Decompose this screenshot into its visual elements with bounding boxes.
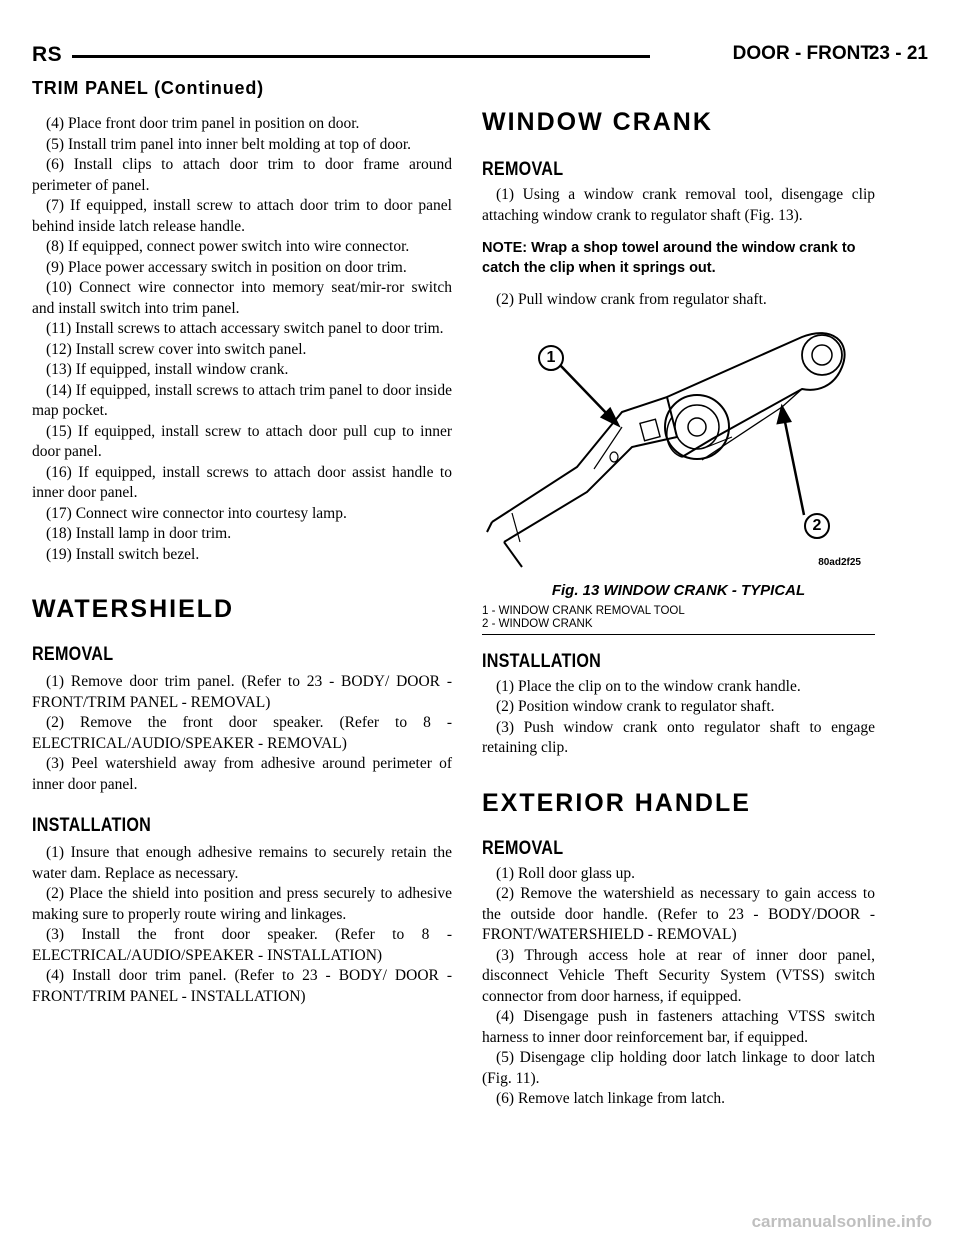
step: (2) Position window crank to regulator shaft. — [496, 698, 775, 715]
watermark: carmanualsonline.info — [751, 1212, 932, 1231]
step: (10) Connect wire connector into memory seat/mir-ror switch and install switch into trim panel. — [32, 279, 452, 317]
step: (1) Remove door trim panel. (Refer to 23 - BODY/ DOOR - FRONT/TRIM PANEL - REMOVAL) — [32, 673, 452, 711]
note: NOTE: Wrap a shop towel around the window crank to catch the clip when it springs out. — [482, 240, 856, 276]
step: (1) Insure that enough adhesive remains to securely retain the water dam. Replace as necessary. — [32, 844, 452, 882]
step: (1) Using a window crank removal tool, disengage clip attaching window crank to regulator shaft (Fig. 13). — [482, 186, 875, 224]
step: (11) Install screws to attach accessary switch panel to door trim. — [46, 320, 444, 337]
step: (15) If equipped, install screw to attach door pull cup to inner door panel. — [32, 422, 452, 460]
step: (13) If equipped, install window crank. — [46, 361, 289, 378]
header-rule — [72, 55, 650, 58]
section-title: DOOR - FRONT — [732, 43, 872, 64]
step: (6) Remove latch linkage from latch. — [496, 1090, 725, 1107]
watershield-removal-heading: REMOVAL — [32, 644, 114, 665]
right-column — [482, 108, 875, 1110]
step: (3) Through access hole at rear of inner door panel, disconnect Vehicle Theft Security System (VTSS) switch connector from door harness, if equipped. — [482, 946, 875, 1005]
exterior-handle-heading: EXTERIOR HANDLE — [482, 788, 751, 817]
step: (3) Push window crank onto regulator shaft to engage retaining clip. — [482, 718, 875, 756]
step: (5) Disengage clip holding door latch linkage to door latch (Fig. 11). — [482, 1049, 875, 1087]
left-column — [32, 114, 452, 1007]
step: (2) Remove the watershield as necessary to gain access to the outside door handle. (Refer to 23 - BODY/DOOR - FRONT/WATERSHIELD - REMOVAL) — [482, 885, 875, 943]
step: (12) Install screw cover into switch panel. — [46, 340, 307, 358]
step: (19) Install switch bezel. — [46, 545, 200, 563]
step: (9) Place power accessary switch in position on door trim. — [46, 258, 407, 276]
callout-1: 1 — [538, 345, 564, 371]
step: (5) Install trim panel into inner belt molding at top of door. — [46, 135, 412, 153]
step: (4) Place front door trim panel in position on door. — [46, 115, 360, 132]
manual-code: RS — [32, 43, 63, 66]
step: (3) Install the front door speaker. (Refer to 8 - ELECTRICAL/AUDIO/SPEAKER - INSTALLATION) — [32, 926, 452, 964]
step: (2) Remove the front door speaker. (Refer to 8 - ELECTRICAL/AUDIO/SPEAKER - REMOVAL) — [32, 714, 452, 752]
step: (18) Install lamp in door trim. — [46, 525, 232, 542]
page-number: 23 - 21 — [868, 43, 928, 64]
step: (4) Install door trim panel. (Refer to 23 - BODY/ DOOR - FRONT/TRIM PANEL - INSTALLATION) — [32, 967, 452, 1005]
figure-legend — [482, 605, 875, 635]
step: (17) Connect wire connector into courtesy lamp. — [46, 504, 347, 522]
step: (14) If equipped, install screws to attach trim panel to door inside map pocket. — [32, 381, 452, 419]
window-crank-heading: WINDOW CRANK — [482, 108, 713, 136]
window-crank-installation-heading: INSTALLATION — [482, 650, 602, 672]
step: (3) Peel watershield away from adhesive around perimeter of inner door panel. — [32, 755, 452, 793]
step: (2) Pull window crank from regulator shaft. — [496, 291, 767, 308]
step: (6) Install clips to attach door trim to door frame around perimeter of panel. — [32, 156, 452, 194]
window-crank-removal-heading: REMOVAL — [482, 159, 564, 180]
watershield-heading: WATERSHIELD — [32, 595, 235, 623]
figure-id: 80ad2f25 — [818, 556, 861, 568]
figure-caption: Fig. 13 WINDOW CRANK - TYPICAL — [551, 581, 806, 599]
step: (2) Place the shield into position and press securely to adhesive making sure to properly route wiring and linkages. — [32, 885, 452, 923]
step: (7) If equipped, install screw to attach door trim to door panel behind inside latch release handle. — [32, 197, 452, 235]
legend-item: 1 - WINDOW CRANK REMOVAL TOOL — [482, 604, 685, 617]
window-crank-figure — [482, 317, 875, 572]
exterior-handle-removal-heading: REMOVAL — [482, 837, 564, 859]
step: (1) Roll door glass up. — [496, 864, 636, 882]
legend-item: 2 - WINDOW CRANK — [482, 617, 593, 630]
step: (8) If equipped, connect power switch into wire connector. — [46, 238, 410, 255]
watershield-installation-heading: INSTALLATION — [32, 815, 152, 836]
step: (4) Disengage push in fasteners attaching VTSS switch harness to inner door reinforcement bar, if equipped. — [482, 1008, 875, 1046]
step: (16) If equipped, install screws to attach door assist handle to inner door panel. — [32, 463, 452, 501]
callout-2: 2 — [804, 513, 830, 539]
step: (1) Place the clip on to the window crank handle. — [496, 677, 801, 695]
continued-heading: TRIM PANEL (Continued) — [32, 78, 264, 98]
